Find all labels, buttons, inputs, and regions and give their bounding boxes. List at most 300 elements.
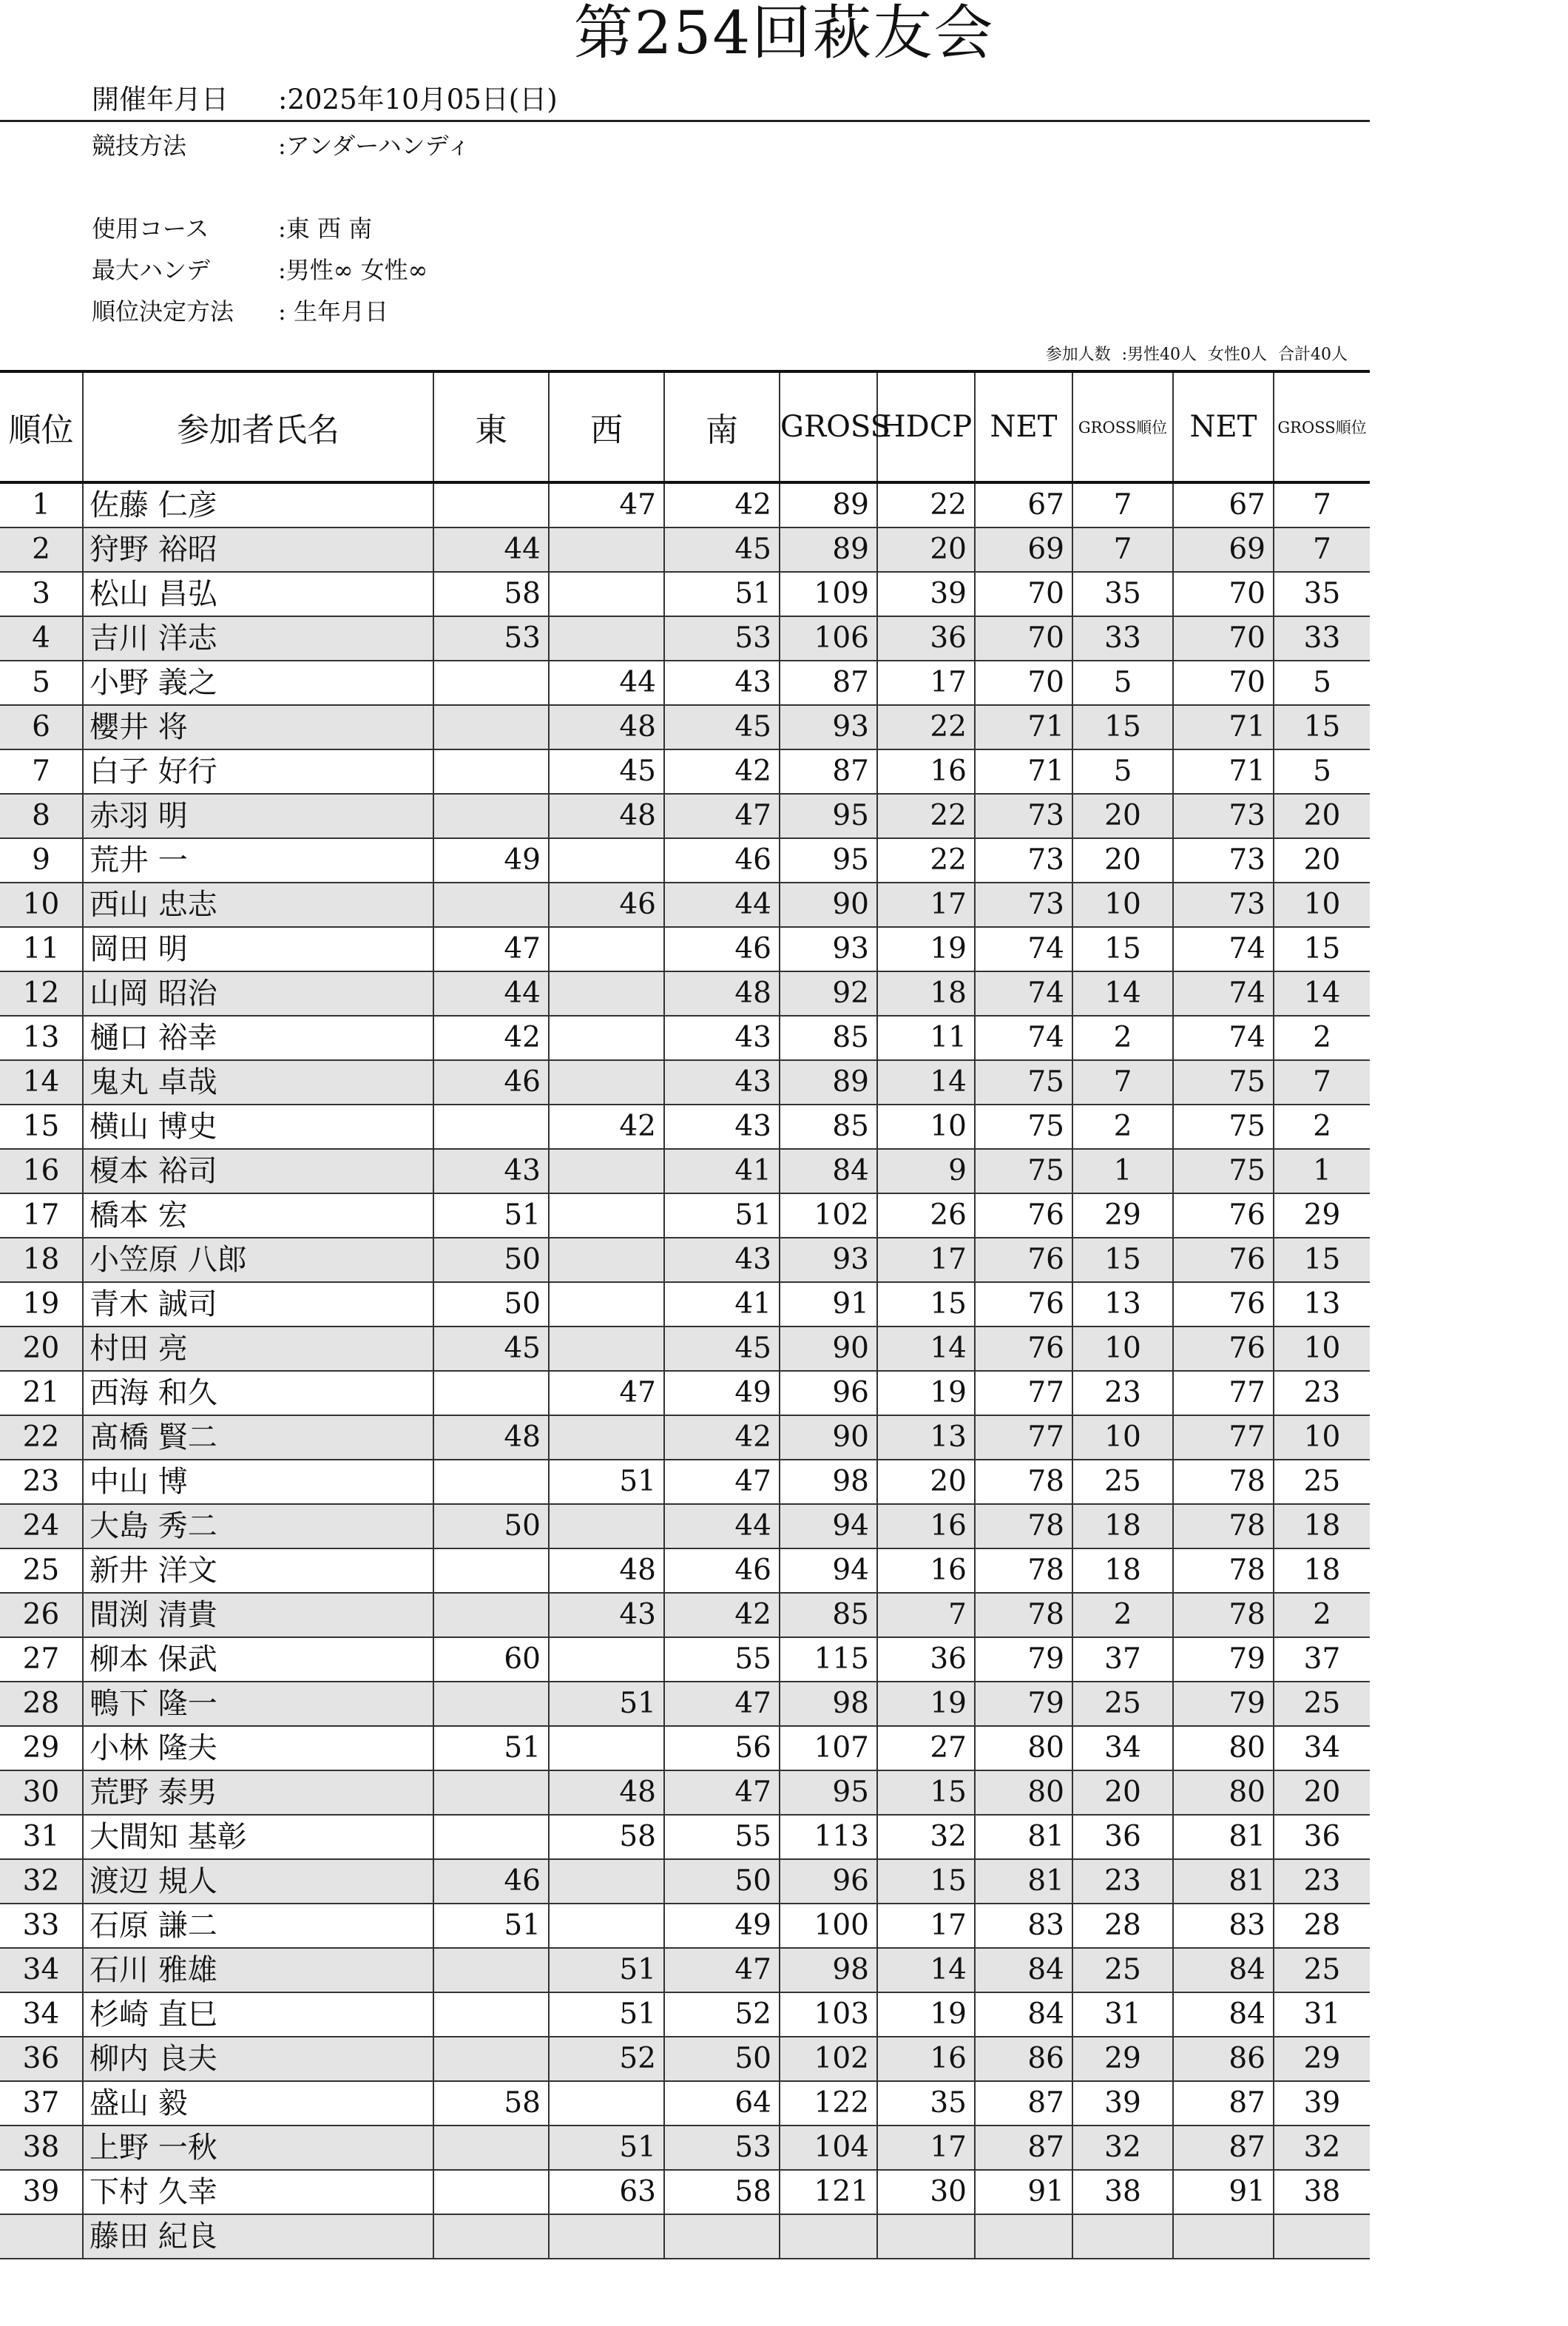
- cell-gross-rank: 34: [1072, 1726, 1173, 1770]
- info-label-course: 使用コース: [92, 215, 209, 243]
- cell-gross: 100: [780, 1904, 877, 1948]
- header-divider: [0, 120, 1370, 122]
- cell-rank: 8: [0, 794, 83, 838]
- cell-gross: 89: [780, 1060, 877, 1105]
- cell-name: 榎本 裕司: [83, 1149, 433, 1193]
- cell-gross-rank-2: [1274, 2214, 1370, 2259]
- table-row: [0, 1282, 1370, 1327]
- cell-hdcp: 14: [877, 1327, 975, 1371]
- cell-hdcp: 19: [877, 1682, 975, 1726]
- cell-name: 赤羽 明: [83, 794, 433, 838]
- cell-gross: 89: [780, 482, 877, 527]
- table-row: [0, 1238, 1370, 1282]
- table-row: [0, 1327, 1370, 1371]
- info-value-date: :2025年10月05日(日): [278, 84, 558, 115]
- cell-rank: 23: [0, 1460, 83, 1504]
- cell-name: 樋口 裕幸: [83, 1016, 433, 1060]
- cell-east: 51: [433, 1193, 549, 1238]
- table-row: [0, 1016, 1370, 1060]
- cell-west: [549, 1504, 664, 1548]
- table-row: [0, 2126, 1370, 2170]
- cell-net-2: 78: [1173, 1460, 1274, 1504]
- cell-east: [433, 883, 549, 927]
- cell-net: 91: [975, 2170, 1072, 2214]
- cell-gross-rank-2: 15: [1274, 927, 1370, 971]
- info-value-ranking-method: : 生年月日: [278, 297, 388, 326]
- cell-name: 佐藤 仁彦: [83, 482, 433, 527]
- cell-gross: 98: [780, 1682, 877, 1726]
- cell-south: 43: [664, 1060, 780, 1105]
- info-row-max-handicap: [92, 253, 428, 287]
- cell-south: 47: [664, 1948, 780, 1992]
- cell-west: [549, 1327, 664, 1371]
- cell-east: [433, 1460, 549, 1504]
- cell-gross-rank: 15: [1072, 1238, 1173, 1282]
- cell-west: [549, 1904, 664, 1948]
- cell-west: 51: [549, 1992, 664, 2037]
- cell-net: 80: [975, 1770, 1072, 1815]
- cell-name: 西海 和久: [83, 1371, 433, 1415]
- cell-gross-rank-2: 2: [1274, 1593, 1370, 1637]
- cell-net: 81: [975, 1859, 1072, 1904]
- cell-name: 小笠原 八郎: [83, 1238, 433, 1282]
- cell-rank: 13: [0, 1016, 83, 1060]
- cell-net-2: 83: [1173, 1904, 1274, 1948]
- cell-net: 77: [975, 1371, 1072, 1415]
- cell-east: 42: [433, 1016, 549, 1060]
- info-row-course: [92, 212, 372, 246]
- cell-gross: 87: [780, 749, 877, 794]
- cell-net: 71: [975, 705, 1072, 749]
- cell-gross-rank-2: 23: [1274, 1371, 1370, 1415]
- cell-hdcp: 14: [877, 1060, 975, 1105]
- cell-gross-rank-2: 23: [1274, 1859, 1370, 1904]
- cell-east: 50: [433, 1504, 549, 1548]
- cell-hdcp: 19: [877, 1992, 975, 2037]
- cell-rank: 30: [0, 1770, 83, 1815]
- cell-gross-rank-2: 25: [1274, 1682, 1370, 1726]
- participant-count: 参加人数 :男性40人 女性0人 合計40人: [1045, 345, 1348, 364]
- cell-name: 西山 忠志: [83, 883, 433, 927]
- cell-net: 67: [975, 482, 1072, 527]
- cell-gross-rank-2: 34: [1274, 1726, 1370, 1770]
- cell-south: 64: [664, 2081, 780, 2126]
- cell-net-2: 71: [1173, 749, 1274, 794]
- cell-south: 44: [664, 883, 780, 927]
- cell-gross-rank: 2: [1072, 1016, 1173, 1060]
- info-row-method: [92, 129, 470, 163]
- cell-south: 46: [664, 838, 780, 883]
- cell-net: 69: [975, 527, 1072, 572]
- cell-south: 52: [664, 1992, 780, 2037]
- cell-net: 75: [975, 1105, 1072, 1149]
- cell-gross-rank-2: 2: [1274, 1105, 1370, 1149]
- table-row: [0, 616, 1370, 661]
- cell-east: 53: [433, 616, 549, 661]
- cell-gross-rank: 14: [1072, 971, 1173, 1016]
- cell-gross-rank: 18: [1072, 1504, 1173, 1548]
- cell-net: 77: [975, 1415, 1072, 1460]
- cell-gross-rank-2: 35: [1274, 572, 1370, 616]
- cell-net: 75: [975, 1060, 1072, 1105]
- cell-name: 杉崎 直巳: [83, 1992, 433, 2037]
- col-header-net-2: NET: [1173, 371, 1274, 482]
- cell-hdcp: 22: [877, 794, 975, 838]
- cell-hdcp: 19: [877, 1371, 975, 1415]
- cell-net-2: 73: [1173, 838, 1274, 883]
- table-row: [0, 705, 1370, 749]
- cell-net-2: 77: [1173, 1415, 1274, 1460]
- cell-gross: 94: [780, 1548, 877, 1593]
- cell-east: 44: [433, 527, 549, 572]
- cell-rank: 18: [0, 1238, 83, 1282]
- cell-gross: 92: [780, 971, 877, 1016]
- cell-net-2: 71: [1173, 705, 1274, 749]
- info-label-max-handicap: 最大ハンデ: [92, 256, 211, 284]
- cell-west: 42: [549, 1105, 664, 1149]
- cell-gross-rank: 20: [1072, 1770, 1173, 1815]
- cell-rank: 16: [0, 1149, 83, 1193]
- cell-rank: 7: [0, 749, 83, 794]
- cell-gross-rank-2: 31: [1274, 1992, 1370, 2037]
- cell-east: [433, 2214, 549, 2259]
- cell-east: [433, 749, 549, 794]
- cell-west: [549, 1149, 664, 1193]
- cell-gross: 121: [780, 2170, 877, 2214]
- cell-gross-rank: 7: [1072, 482, 1173, 527]
- cell-rank: 6: [0, 705, 83, 749]
- cell-gross-rank-2: 13: [1274, 1282, 1370, 1327]
- cell-net-2: 67: [1173, 482, 1274, 527]
- cell-net-2: 80: [1173, 1770, 1274, 1815]
- cell-name: 松山 昌弘: [83, 572, 433, 616]
- cell-gross: 95: [780, 1770, 877, 1815]
- cell-net-2: 79: [1173, 1637, 1274, 1682]
- cell-south: 49: [664, 1371, 780, 1415]
- cell-gross-rank: [1072, 2214, 1173, 2259]
- cell-net-2: 76: [1173, 1193, 1274, 1238]
- cell-net: 78: [975, 1593, 1072, 1637]
- cell-rank: 34: [0, 1992, 83, 2037]
- cell-hdcp: 9: [877, 1149, 975, 1193]
- cell-gross: 96: [780, 1371, 877, 1415]
- cell-hdcp: 15: [877, 1859, 975, 1904]
- cell-east: [433, 1371, 549, 1415]
- cell-rank: 17: [0, 1193, 83, 1238]
- cell-west: [549, 1859, 664, 1904]
- cell-name: 下村 久幸: [83, 2170, 433, 2214]
- table-row: [0, 1859, 1370, 1904]
- cell-gross: 94: [780, 1504, 877, 1548]
- cell-net-2: 81: [1173, 1859, 1274, 1904]
- cell-rank: 36: [0, 2037, 83, 2081]
- cell-south: 45: [664, 705, 780, 749]
- cell-west: [549, 572, 664, 616]
- cell-hdcp: 26: [877, 1193, 975, 1238]
- cell-name: 柳本 保武: [83, 1637, 433, 1682]
- cell-gross: 98: [780, 1948, 877, 1992]
- cell-west: [549, 1016, 664, 1060]
- cell-name: 荒野 泰男: [83, 1770, 433, 1815]
- table-row: [0, 1060, 1370, 1105]
- cell-hdcp: 32: [877, 1815, 975, 1859]
- cell-gross: 122: [780, 2081, 877, 2126]
- info-label-method: 競技方法: [92, 132, 187, 160]
- cell-net: 76: [975, 1282, 1072, 1327]
- cell-gross-rank: 20: [1072, 794, 1173, 838]
- cell-hdcp: 7: [877, 1593, 975, 1637]
- cell-gross-rank-2: 2: [1274, 1016, 1370, 1060]
- cell-rank: 22: [0, 1415, 83, 1460]
- cell-east: 46: [433, 1859, 549, 1904]
- cell-net: 76: [975, 1193, 1072, 1238]
- table-row: [0, 2214, 1370, 2259]
- cell-east: [433, 482, 549, 527]
- cell-name: 狩野 裕昭: [83, 527, 433, 572]
- cell-gross-rank: 31: [1072, 1992, 1173, 2037]
- cell-gross: 115: [780, 1637, 877, 1682]
- cell-hdcp: 16: [877, 1548, 975, 1593]
- table-row: [0, 1770, 1370, 1815]
- cell-net-2: 84: [1173, 1948, 1274, 1992]
- cell-east: 48: [433, 1415, 549, 1460]
- table-row: [0, 2170, 1370, 2214]
- cell-gross-rank-2: 7: [1274, 482, 1370, 527]
- cell-rank: 37: [0, 2081, 83, 2126]
- table-row: [0, 1637, 1370, 1682]
- cell-hdcp: 22: [877, 482, 975, 527]
- cell-east: [433, 1548, 549, 1593]
- cell-gross-rank: 29: [1072, 2037, 1173, 2081]
- cell-net: 73: [975, 883, 1072, 927]
- table-row: [0, 2037, 1370, 2081]
- cell-east: 50: [433, 1238, 549, 1282]
- cell-east: [433, 2126, 549, 2170]
- cell-gross-rank: 7: [1072, 527, 1173, 572]
- cell-gross: 95: [780, 794, 877, 838]
- cell-gross-rank-2: 18: [1274, 1504, 1370, 1548]
- cell-gross-rank-2: 10: [1274, 883, 1370, 927]
- cell-net-2: 79: [1173, 1682, 1274, 1726]
- cell-net-2: 73: [1173, 794, 1274, 838]
- table-header-row: [0, 371, 1370, 482]
- results-table: [0, 370, 1370, 2259]
- cell-net-2: 81: [1173, 1815, 1274, 1859]
- cell-gross-rank-2: 10: [1274, 1327, 1370, 1371]
- col-header-gross-rank: GROSS順位: [1072, 371, 1173, 482]
- cell-south: 42: [664, 1415, 780, 1460]
- cell-name: 小林 隆夫: [83, 1726, 433, 1770]
- col-header-gross-rank-2: GROSS順位: [1274, 371, 1370, 482]
- cell-name: 橋本 宏: [83, 1193, 433, 1238]
- cell-rank: 10: [0, 883, 83, 927]
- cell-gross-rank: 1: [1072, 1149, 1173, 1193]
- cell-gross-rank-2: 10: [1274, 1415, 1370, 1460]
- cell-east: 60: [433, 1637, 549, 1682]
- col-header-east: 東: [433, 371, 549, 482]
- cell-gross-rank: 15: [1072, 705, 1173, 749]
- table-row: [0, 1682, 1370, 1726]
- cell-net: 74: [975, 971, 1072, 1016]
- cell-name: 大島 秀二: [83, 1504, 433, 1548]
- cell-hdcp: 36: [877, 616, 975, 661]
- cell-gross-rank-2: 1: [1274, 1149, 1370, 1193]
- cell-rank: 24: [0, 1504, 83, 1548]
- cell-gross-rank: 35: [1072, 572, 1173, 616]
- cell-gross-rank-2: 29: [1274, 2037, 1370, 2081]
- col-header-west: 西: [549, 371, 664, 482]
- cell-east: 58: [433, 572, 549, 616]
- cell-east: 45: [433, 1327, 549, 1371]
- cell-name: 鬼丸 卓哉: [83, 1060, 433, 1105]
- cell-name: 中山 博: [83, 1460, 433, 1504]
- cell-rank: 4: [0, 616, 83, 661]
- cell-hdcp: 17: [877, 661, 975, 705]
- cell-name: 小野 義之: [83, 661, 433, 705]
- cell-name: 村田 亮: [83, 1327, 433, 1371]
- cell-west: [549, 1238, 664, 1282]
- cell-gross: 84: [780, 1149, 877, 1193]
- cell-west: 48: [549, 794, 664, 838]
- cell-net-2: 84: [1173, 1992, 1274, 2037]
- cell-gross-rank-2: 5: [1274, 749, 1370, 794]
- cell-gross: 85: [780, 1593, 877, 1637]
- cell-net-2: [1173, 2214, 1274, 2259]
- cell-south: 53: [664, 616, 780, 661]
- cell-gross-rank: 23: [1072, 1371, 1173, 1415]
- cell-gross-rank-2: 5: [1274, 661, 1370, 705]
- page-title: 第254回萩友会: [573, 0, 995, 67]
- cell-south: [664, 2214, 780, 2259]
- cell-hdcp: 27: [877, 1726, 975, 1770]
- cell-net-2: 91: [1173, 2170, 1274, 2214]
- cell-gross-rank-2: 7: [1274, 1060, 1370, 1105]
- cell-west: 47: [549, 1371, 664, 1415]
- cell-gross-rank: 10: [1072, 883, 1173, 927]
- cell-net: 70: [975, 572, 1072, 616]
- cell-gross: 85: [780, 1016, 877, 1060]
- cell-net-2: 87: [1173, 2081, 1274, 2126]
- cell-net-2: 75: [1173, 1060, 1274, 1105]
- cell-gross-rank: 13: [1072, 1282, 1173, 1327]
- cell-gross: 87: [780, 661, 877, 705]
- cell-rank: 14: [0, 1060, 83, 1105]
- cell-south: 42: [664, 482, 780, 527]
- cell-name: 鴨下 隆一: [83, 1682, 433, 1726]
- cell-west: [549, 1060, 664, 1105]
- cell-rank: 25: [0, 1548, 83, 1593]
- cell-south: 47: [664, 794, 780, 838]
- cell-gross-rank: 29: [1072, 1193, 1173, 1238]
- cell-gross-rank-2: 33: [1274, 616, 1370, 661]
- cell-rank: 34: [0, 1948, 83, 1992]
- cell-gross-rank: 10: [1072, 1327, 1173, 1371]
- cell-name: 荒井 一: [83, 838, 433, 883]
- cell-net: 83: [975, 1904, 1072, 1948]
- cell-gross-rank: 5: [1072, 661, 1173, 705]
- cell-gross: 106: [780, 616, 877, 661]
- cell-gross-rank: 25: [1072, 1682, 1173, 1726]
- cell-name: 新井 洋文: [83, 1548, 433, 1593]
- cell-hdcp: 17: [877, 1904, 975, 1948]
- cell-rank: 29: [0, 1726, 83, 1770]
- cell-name: 上野 一秋: [83, 2126, 433, 2170]
- cell-west: [549, 1415, 664, 1460]
- cell-south: 51: [664, 1193, 780, 1238]
- cell-gross-rank: 15: [1072, 927, 1173, 971]
- cell-net: 73: [975, 794, 1072, 838]
- cell-gross: 90: [780, 1327, 877, 1371]
- cell-hdcp: 16: [877, 749, 975, 794]
- table-row: [0, 482, 1370, 527]
- cell-net: 86: [975, 2037, 1072, 2081]
- cell-west: 51: [549, 1948, 664, 1992]
- cell-gross-rank-2: 15: [1274, 705, 1370, 749]
- cell-west: 48: [549, 705, 664, 749]
- cell-net: 84: [975, 1992, 1072, 2037]
- table-row: [0, 749, 1370, 794]
- cell-rank: 28: [0, 1682, 83, 1726]
- cell-gross: 93: [780, 705, 877, 749]
- cell-gross: 89: [780, 527, 877, 572]
- cell-rank: 38: [0, 2126, 83, 2170]
- cell-hdcp: 36: [877, 1637, 975, 1682]
- table-row: [0, 1904, 1370, 1948]
- cell-east: 51: [433, 1726, 549, 1770]
- cell-name: 盛山 毅: [83, 2081, 433, 2126]
- cell-gross-rank-2: 14: [1274, 971, 1370, 1016]
- cell-gross: 93: [780, 1238, 877, 1282]
- cell-south: 55: [664, 1637, 780, 1682]
- cell-west: 51: [549, 1460, 664, 1504]
- cell-name: 櫻井 将: [83, 705, 433, 749]
- cell-rank: 12: [0, 971, 83, 1016]
- table-row: [0, 1460, 1370, 1504]
- table-row: [0, 1105, 1370, 1149]
- cell-south: 50: [664, 2037, 780, 2081]
- cell-west: [549, 838, 664, 883]
- cell-south: 51: [664, 572, 780, 616]
- cell-name: 青木 誠司: [83, 1282, 433, 1327]
- cell-hdcp: 35: [877, 2081, 975, 2126]
- cell-hdcp: 16: [877, 1504, 975, 1548]
- table-row: [0, 1548, 1370, 1593]
- table-row: [0, 1371, 1370, 1415]
- cell-south: 43: [664, 1105, 780, 1149]
- cell-net: [975, 2214, 1072, 2259]
- col-header-gross: GROSS: [780, 371, 877, 482]
- cell-gross-rank: 7: [1072, 1060, 1173, 1105]
- info-row-date: [92, 83, 558, 117]
- cell-net: 75: [975, 1149, 1072, 1193]
- cell-gross: 93: [780, 927, 877, 971]
- cell-name: 藤田 紀良: [83, 2214, 433, 2259]
- cell-hdcp: 15: [877, 1282, 975, 1327]
- table-row: [0, 1593, 1370, 1637]
- cell-net-2: 76: [1173, 1238, 1274, 1282]
- cell-west: [549, 971, 664, 1016]
- cell-gross: 90: [780, 1415, 877, 1460]
- cell-rank: 21: [0, 1371, 83, 1415]
- cell-gross: [780, 2214, 877, 2259]
- cell-south: 47: [664, 1770, 780, 1815]
- cell-net-2: 75: [1173, 1149, 1274, 1193]
- cell-net-2: 70: [1173, 661, 1274, 705]
- cell-name: 山岡 昭治: [83, 971, 433, 1016]
- table-row: [0, 1992, 1370, 2037]
- cell-gross-rank: 23: [1072, 1859, 1173, 1904]
- cell-hdcp: 13: [877, 1415, 975, 1460]
